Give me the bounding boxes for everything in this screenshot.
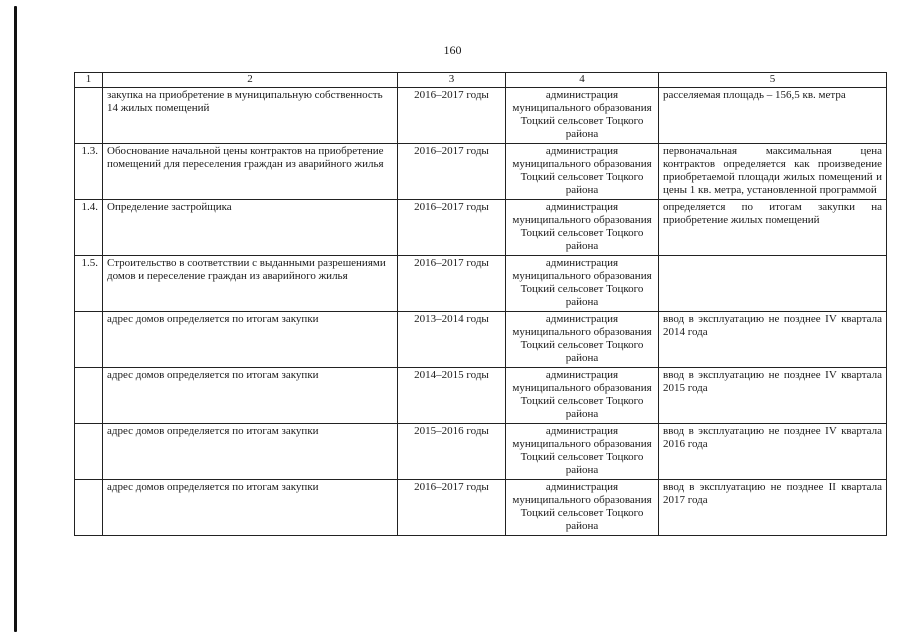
result-cell: первоначальная максимальная цена контрактов определяется как произведение приобретаемой площади жилых помещений и цены 1 кв. метра, установленной программой — [659, 144, 887, 200]
row-number: 1.5. — [75, 256, 103, 312]
activity-cell: адрес домов определяется по итогам закупки — [103, 480, 398, 536]
activity-cell: адрес домов определяется по итогам закупки — [103, 312, 398, 368]
activity-cell: Определение застройщика — [103, 200, 398, 256]
row-number — [75, 480, 103, 536]
result-cell: расселяемая площадь – 156,5 кв. метра — [659, 88, 887, 144]
table-row — [75, 368, 887, 424]
period-cell: 2016–2017 годы — [398, 256, 506, 312]
executor-cell: администрация муниципального образования Тоцкий сельсовет Тоцкого района — [506, 88, 659, 144]
period-cell: 2016–2017 годы — [398, 200, 506, 256]
activity-cell: Обоснование начальной цены контрактов на приобретение помещений для переселения граждан из аварийного жилья — [103, 144, 398, 200]
table-row — [75, 88, 887, 144]
executor-cell: администрация муниципального образования Тоцкий сельсовет Тоцкого района — [506, 480, 659, 536]
executor-cell: администрация муниципального образования Тоцкий сельсовет Тоцкого района — [506, 312, 659, 368]
executor-cell: администрация муниципального образования Тоцкий сельсовет Тоцкого района — [506, 424, 659, 480]
result-cell: ввод в эксплуатацию не позднее IV квартала 2015 года — [659, 368, 887, 424]
row-number: 1.3. — [75, 144, 103, 200]
binding-edge-bar — [14, 6, 17, 632]
executor-cell: администрация муниципального образования Тоцкий сельсовет Тоцкого района — [506, 368, 659, 424]
row-number — [75, 368, 103, 424]
period-cell: 2014–2015 годы — [398, 368, 506, 424]
row-number — [75, 88, 103, 144]
table-row — [75, 480, 887, 536]
result-cell: ввод в эксплуатацию не позднее II квартала 2017 года — [659, 480, 887, 536]
activity-cell: адрес домов определяется по итогам закупки — [103, 368, 398, 424]
period-cell: 2015–2016 годы — [398, 424, 506, 480]
period-cell: 2016–2017 годы — [398, 144, 506, 200]
executor-cell: администрация муниципального образования Тоцкий сельсовет Тоцкого района — [506, 144, 659, 200]
executor-cell: администрация муниципального образования Тоцкий сельсовет Тоцкого района — [506, 256, 659, 312]
period-cell: 2016–2017 годы — [398, 480, 506, 536]
table-header-row — [75, 73, 887, 88]
activity-cell: Строительство в соответствии с выданными разрешениями домов и переселение граждан из аварийного жилья — [103, 256, 398, 312]
result-cell: ввод в эксплуатацию не позднее IV квартала 2014 года — [659, 312, 887, 368]
activity-cell: адрес домов определяется по итогам закупки — [103, 424, 398, 480]
activity-cell: закупка на приобретение в муниципальную собственность 14 жилых помещений — [103, 88, 398, 144]
table-row — [75, 424, 887, 480]
result-cell — [659, 256, 887, 312]
row-number — [75, 312, 103, 368]
program-activities-table — [74, 72, 887, 536]
result-cell: ввод в эксплуатацию не позднее IV квартала 2016 года — [659, 424, 887, 480]
executor-cell: администрация муниципального образования Тоцкий сельсовет Тоцкого района — [506, 200, 659, 256]
period-cell: 2016–2017 годы — [398, 88, 506, 144]
header-col-2: 2 — [103, 73, 398, 88]
header-col-4: 4 — [506, 73, 659, 88]
period-cell: 2013–2014 годы — [398, 312, 506, 368]
page-number: 160 — [443, 43, 462, 57]
header-col-5: 5 — [659, 73, 887, 88]
table-row — [75, 200, 887, 256]
header-col-1: 1 — [75, 73, 103, 88]
header-col-3: 3 — [398, 73, 506, 88]
table-row — [75, 144, 887, 200]
result-cell: определяется по итогам закупки на приобретение жилых помещений — [659, 200, 887, 256]
row-number — [75, 424, 103, 480]
row-number: 1.4. — [75, 200, 103, 256]
table-row — [75, 312, 887, 368]
table-row — [75, 256, 887, 312]
